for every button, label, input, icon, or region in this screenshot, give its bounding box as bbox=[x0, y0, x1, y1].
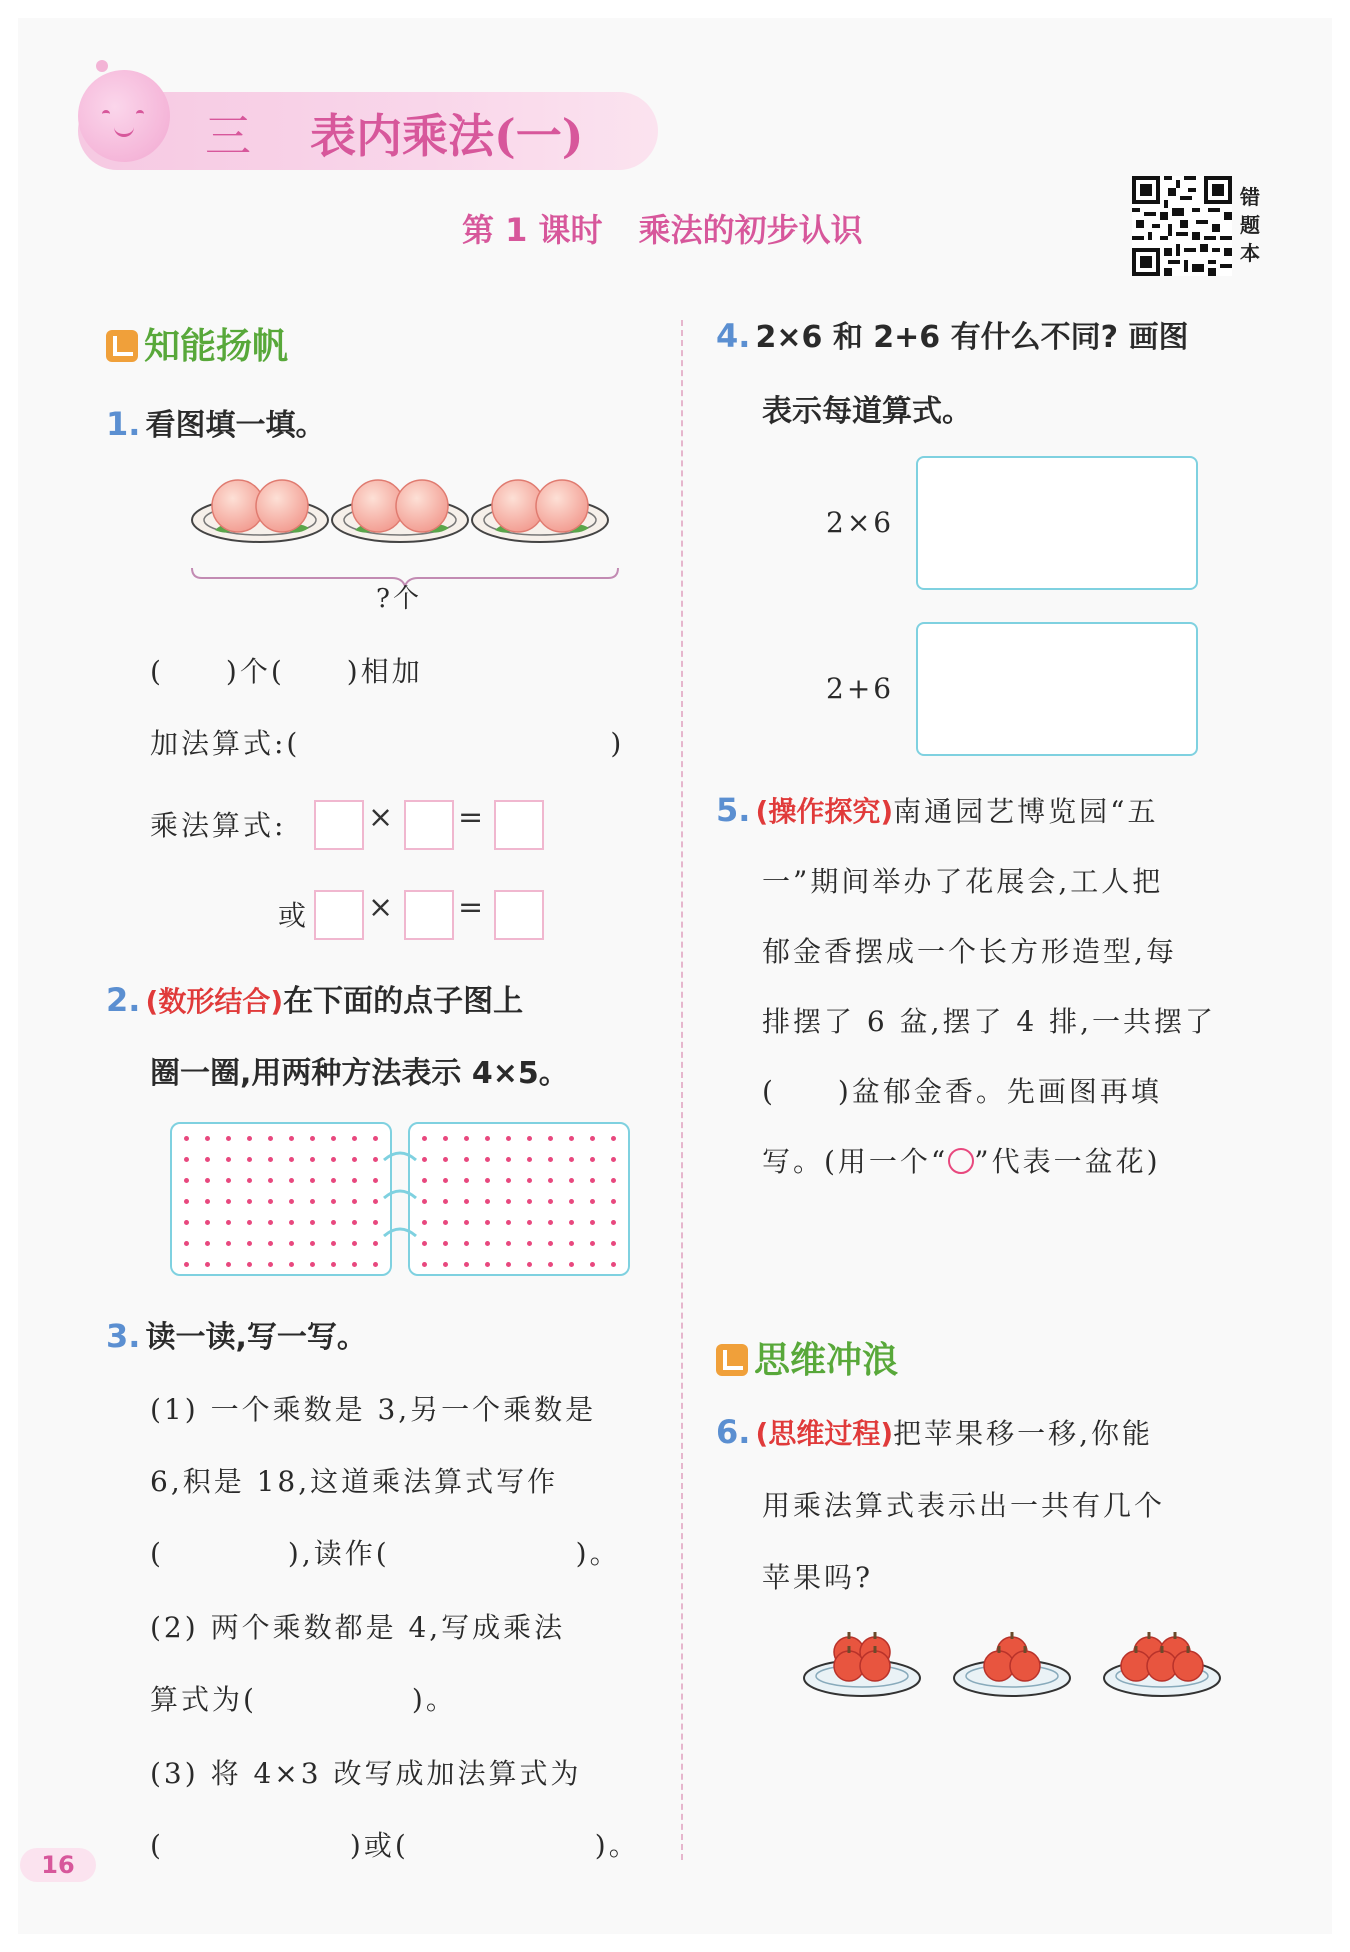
grid-dot bbox=[268, 1157, 273, 1162]
apple-plate bbox=[1104, 1632, 1220, 1696]
section-siwei-label: 思维冲浪 bbox=[754, 1340, 899, 1381]
grid-dot bbox=[268, 1199, 273, 1204]
q4-draw-box-1[interactable] bbox=[916, 456, 1198, 590]
grid-dot bbox=[611, 1262, 616, 1267]
question-2-header bbox=[106, 976, 523, 1020]
grid-dot bbox=[611, 1220, 616, 1225]
mascot-face-icon bbox=[78, 70, 170, 162]
grid-dot bbox=[373, 1157, 378, 1162]
grid-dot bbox=[464, 1262, 469, 1267]
grid-dot bbox=[247, 1178, 252, 1183]
grid-dot bbox=[331, 1199, 336, 1204]
q1-answer-box[interactable] bbox=[314, 890, 364, 940]
apple-icon bbox=[1010, 1651, 1040, 1681]
q6-line: 苹果吗? bbox=[762, 1561, 874, 1594]
grid-dot bbox=[443, 1220, 448, 1225]
grid-dot bbox=[184, 1178, 189, 1183]
times-sign: × bbox=[368, 890, 394, 925]
grid-dot bbox=[611, 1199, 616, 1204]
grid-dot bbox=[422, 1220, 427, 1225]
grid-dot bbox=[289, 1262, 294, 1267]
question-2-text-b: 圈一圈,用两种方法表示 4×5。 bbox=[150, 1056, 569, 1091]
grid-dot bbox=[485, 1220, 490, 1225]
grid-dot bbox=[443, 1136, 448, 1141]
grid-dot bbox=[548, 1157, 553, 1162]
grid-dot bbox=[527, 1262, 532, 1267]
q1-answer-box[interactable] bbox=[404, 800, 454, 850]
question-4-header bbox=[716, 312, 1188, 356]
grid-dot bbox=[226, 1136, 231, 1141]
q5-line-6 bbox=[762, 1140, 1161, 1180]
grid-dot bbox=[611, 1157, 616, 1162]
q5-line-6b: ”代表一盆花) bbox=[974, 1145, 1161, 1178]
question-5-header bbox=[716, 790, 1158, 830]
question-2-tag: (数形结合) bbox=[145, 985, 284, 1018]
question-4-text-a: 2×6 和 2+6 有什么不同? 画图 bbox=[755, 320, 1189, 355]
question-1-text: 看图填一填。 bbox=[145, 408, 326, 443]
grid-dot bbox=[373, 1178, 378, 1183]
grid-dot bbox=[205, 1157, 210, 1162]
grid-dot bbox=[506, 1136, 511, 1141]
grid-dot bbox=[569, 1262, 574, 1267]
grid-dot bbox=[527, 1220, 532, 1225]
grid-dot bbox=[289, 1199, 294, 1204]
grid-dot bbox=[590, 1262, 595, 1267]
q3-line: 算式为( )。 bbox=[150, 1683, 457, 1716]
q5-line-6a: 写。(用一个“ bbox=[762, 1145, 949, 1178]
grid-dot bbox=[247, 1136, 252, 1141]
grid-dot bbox=[422, 1241, 427, 1246]
grid-dot bbox=[527, 1157, 532, 1162]
grid-dot bbox=[590, 1178, 595, 1183]
grid-dot bbox=[590, 1241, 595, 1246]
grid-dot bbox=[310, 1136, 315, 1141]
grid-dot bbox=[569, 1178, 574, 1183]
grid-dot bbox=[506, 1220, 511, 1225]
grid-dot bbox=[485, 1262, 490, 1267]
q5-line: 南通园艺博览园“五 bbox=[893, 795, 1159, 828]
qr-code-icon[interactable] bbox=[1132, 176, 1232, 276]
q1-answer-box[interactable] bbox=[314, 800, 364, 850]
question-4-number: 4. bbox=[716, 317, 751, 355]
grid-dot bbox=[548, 1136, 553, 1141]
grid-dot bbox=[247, 1262, 252, 1267]
grid-dot bbox=[268, 1178, 273, 1183]
grid-dot bbox=[373, 1136, 378, 1141]
q4-expression-2: 2+6 bbox=[826, 672, 895, 705]
grid-dot bbox=[443, 1241, 448, 1246]
grid-dot bbox=[352, 1220, 357, 1225]
section-siwei-header bbox=[716, 1332, 898, 1383]
grid-dot bbox=[331, 1178, 336, 1183]
q1-answer-box[interactable] bbox=[494, 800, 544, 850]
grid-dot bbox=[373, 1220, 378, 1225]
q3-line: ( )或( )。 bbox=[150, 1829, 640, 1862]
grid-dot bbox=[506, 1157, 511, 1162]
grid-dot bbox=[485, 1178, 490, 1183]
grid-dot bbox=[506, 1241, 511, 1246]
equals-sign: = bbox=[458, 800, 484, 835]
question-6-tag: (思维过程) bbox=[755, 1417, 894, 1450]
binder-rings-icon bbox=[380, 1140, 420, 1260]
grid-dot bbox=[310, 1199, 315, 1204]
grid-dot bbox=[422, 1178, 427, 1183]
grid-dot bbox=[184, 1199, 189, 1204]
grid-dot bbox=[247, 1199, 252, 1204]
grid-dot bbox=[548, 1178, 553, 1183]
grid-dot bbox=[548, 1241, 553, 1246]
section-zhineng-header bbox=[106, 318, 288, 369]
grid-dot bbox=[464, 1178, 469, 1183]
grid-dot bbox=[289, 1157, 294, 1162]
grid-dot bbox=[422, 1136, 427, 1141]
grid-dot bbox=[331, 1220, 336, 1225]
mascot-antenna bbox=[96, 60, 108, 72]
grid-dot bbox=[331, 1136, 336, 1141]
grid-dot bbox=[611, 1178, 616, 1183]
grid-dot bbox=[506, 1199, 511, 1204]
question-1-number: 1. bbox=[106, 405, 141, 443]
grid-dot bbox=[464, 1199, 469, 1204]
q6-line: 用乘法算式表示出一共有几个 bbox=[762, 1489, 1166, 1522]
grid-dot bbox=[331, 1157, 336, 1162]
grid-dot bbox=[611, 1241, 616, 1246]
sail-icon bbox=[106, 330, 138, 362]
chapter-title: 表内乘法(一) bbox=[310, 109, 584, 163]
grid-dot bbox=[226, 1157, 231, 1162]
q3-line: ( ),读作( )。 bbox=[150, 1537, 621, 1570]
grid-dot bbox=[205, 1199, 210, 1204]
lesson-number: 第 1 课时 bbox=[462, 211, 603, 249]
circle-symbol-icon bbox=[948, 1148, 974, 1174]
grid-dot bbox=[443, 1178, 448, 1183]
question-5-tag: (操作探究) bbox=[755, 795, 894, 828]
column-divider bbox=[681, 320, 683, 1860]
grid-dot bbox=[268, 1262, 273, 1267]
brace-label: ?个 bbox=[376, 584, 422, 614]
grid-dot bbox=[226, 1241, 231, 1246]
q3-line: (3) 将 4×3 改写成加法算式为 bbox=[150, 1757, 582, 1790]
q1-answer-box[interactable] bbox=[404, 890, 454, 940]
grid-dot bbox=[373, 1241, 378, 1246]
q4-draw-box-2[interactable] bbox=[916, 622, 1198, 756]
grid-dot bbox=[352, 1136, 357, 1141]
grid-dot bbox=[569, 1199, 574, 1204]
grid-dot bbox=[289, 1220, 294, 1225]
grid-dot bbox=[590, 1136, 595, 1141]
wave-icon bbox=[716, 1344, 748, 1376]
grid-dot bbox=[485, 1136, 490, 1141]
grid-dot bbox=[548, 1199, 553, 1204]
grid-dot bbox=[184, 1157, 189, 1162]
grid-dot bbox=[527, 1178, 532, 1183]
grid-dot bbox=[443, 1157, 448, 1162]
q1-multiply-label: 乘法算式: bbox=[150, 809, 287, 842]
question-6-header bbox=[716, 1412, 1153, 1452]
grid-dot bbox=[184, 1241, 189, 1246]
q4-expression-1: 2×6 bbox=[826, 506, 895, 539]
grid-dot bbox=[205, 1178, 210, 1183]
apple-plate bbox=[954, 1632, 1070, 1696]
grid-dot bbox=[506, 1178, 511, 1183]
grid-dot bbox=[443, 1262, 448, 1267]
grid-dot bbox=[331, 1241, 336, 1246]
grid-dot bbox=[268, 1136, 273, 1141]
apple-icon bbox=[860, 1651, 890, 1681]
grid-dot bbox=[226, 1220, 231, 1225]
grid-dot bbox=[590, 1157, 595, 1162]
grid-dot bbox=[205, 1220, 210, 1225]
equals-sign: = bbox=[458, 890, 484, 925]
grid-dot bbox=[352, 1157, 357, 1162]
grid-dot bbox=[205, 1241, 210, 1246]
question-3-number: 3. bbox=[106, 1317, 141, 1355]
page-number: 16 bbox=[20, 1848, 96, 1882]
grid-dot bbox=[310, 1157, 315, 1162]
q1-fill-line-2: 加法算式:( ) bbox=[150, 727, 625, 760]
grid-dot bbox=[590, 1199, 595, 1204]
grid-dot bbox=[611, 1136, 616, 1141]
grid-dot bbox=[590, 1220, 595, 1225]
lesson-name: 乘法的初步认识 bbox=[638, 211, 863, 249]
q3-line: 6,积是 18,这道乘法算式写作 bbox=[150, 1465, 559, 1498]
grid-dot bbox=[289, 1136, 294, 1141]
grid-dot bbox=[184, 1220, 189, 1225]
grid-dot bbox=[289, 1178, 294, 1183]
grid-dot bbox=[352, 1262, 357, 1267]
grid-dot bbox=[464, 1241, 469, 1246]
dot-grid-panel-right[interactable] bbox=[408, 1122, 630, 1276]
grid-dot bbox=[247, 1157, 252, 1162]
grid-dot bbox=[443, 1199, 448, 1204]
grid-dot bbox=[331, 1262, 336, 1267]
question-2-number: 2. bbox=[106, 981, 141, 1019]
q5-line: 郁金香摆成一个长方形造型,每 bbox=[762, 935, 1177, 968]
grid-dot bbox=[352, 1241, 357, 1246]
grid-dot bbox=[226, 1199, 231, 1204]
chapter-number: 三 bbox=[205, 109, 253, 163]
apple-plate bbox=[804, 1632, 920, 1696]
grid-dot bbox=[352, 1199, 357, 1204]
grid-dot bbox=[485, 1199, 490, 1204]
grid-dot bbox=[205, 1262, 210, 1267]
grid-dot bbox=[422, 1157, 427, 1162]
section-zhineng-label: 知能扬帆 bbox=[144, 326, 289, 367]
grid-dot bbox=[226, 1178, 231, 1183]
grid-dot bbox=[569, 1136, 574, 1141]
grid-dot bbox=[310, 1178, 315, 1183]
grid-dot bbox=[485, 1157, 490, 1162]
q1-or-label: 或 bbox=[278, 899, 310, 932]
question-4-text-b: 表示每道算式。 bbox=[762, 394, 972, 429]
grid-dot bbox=[310, 1220, 315, 1225]
grid-dot bbox=[247, 1241, 252, 1246]
grid-dot bbox=[373, 1199, 378, 1204]
grid-dot bbox=[373, 1262, 378, 1267]
grid-dot bbox=[247, 1220, 252, 1225]
grid-dot bbox=[184, 1262, 189, 1267]
question-6-number: 6. bbox=[716, 1413, 751, 1451]
grid-dot bbox=[289, 1241, 294, 1246]
grid-dot bbox=[268, 1241, 273, 1246]
grid-dot bbox=[310, 1241, 315, 1246]
q5-line: 一”期间举办了花展会,工人把 bbox=[762, 865, 1164, 898]
q3-line: (2) 两个乘数都是 4,写成乘法 bbox=[150, 1611, 566, 1644]
grid-dot bbox=[527, 1199, 532, 1204]
apple-plates-illustration bbox=[796, 1616, 1228, 1706]
question-3-header bbox=[106, 1312, 367, 1356]
grid-dot bbox=[464, 1157, 469, 1162]
grid-dot bbox=[184, 1136, 189, 1141]
grid-dot bbox=[422, 1262, 427, 1267]
q6-line: 把苹果移一移,你能 bbox=[893, 1417, 1154, 1450]
grid-dot bbox=[485, 1241, 490, 1246]
grid-dot bbox=[464, 1220, 469, 1225]
times-sign: × bbox=[368, 800, 394, 835]
grid-dot bbox=[464, 1136, 469, 1141]
q3-line: (1) 一个乘数是 3,另一个乘数是 bbox=[150, 1393, 597, 1426]
grid-dot bbox=[569, 1241, 574, 1246]
grid-dot bbox=[506, 1262, 511, 1267]
grid-dot bbox=[268, 1220, 273, 1225]
q5-line: ( )盆郁金香。先画图再填 bbox=[762, 1075, 1162, 1108]
grid-dot bbox=[352, 1178, 357, 1183]
question-5-number: 5. bbox=[716, 791, 751, 829]
grid-dot bbox=[310, 1262, 315, 1267]
q5-line: 排摆了 6 盆,摆了 4 排,一共摆了 bbox=[762, 1005, 1217, 1038]
question-1-header bbox=[106, 400, 326, 444]
grid-dot bbox=[548, 1262, 553, 1267]
grid-dot bbox=[548, 1220, 553, 1225]
lesson-title bbox=[462, 205, 863, 251]
grid-dot bbox=[569, 1157, 574, 1162]
apple-icon bbox=[1173, 1651, 1203, 1681]
grid-dot bbox=[569, 1220, 574, 1225]
q1-fill-line-1: ( )个( )相加 bbox=[150, 655, 423, 688]
grid-dot bbox=[422, 1199, 427, 1204]
q1-answer-box[interactable] bbox=[494, 890, 544, 940]
grid-dot bbox=[226, 1262, 231, 1267]
dot-grid-panel-left[interactable] bbox=[170, 1122, 392, 1276]
grid-dot bbox=[527, 1136, 532, 1141]
question-3-text: 读一读,写一写。 bbox=[145, 1320, 367, 1355]
grid-dot bbox=[527, 1241, 532, 1246]
qr-label: 错题本 bbox=[1240, 185, 1260, 265]
question-2-text-a: 在下面的点子图上 bbox=[283, 984, 524, 1019]
grid-dot bbox=[205, 1136, 210, 1141]
